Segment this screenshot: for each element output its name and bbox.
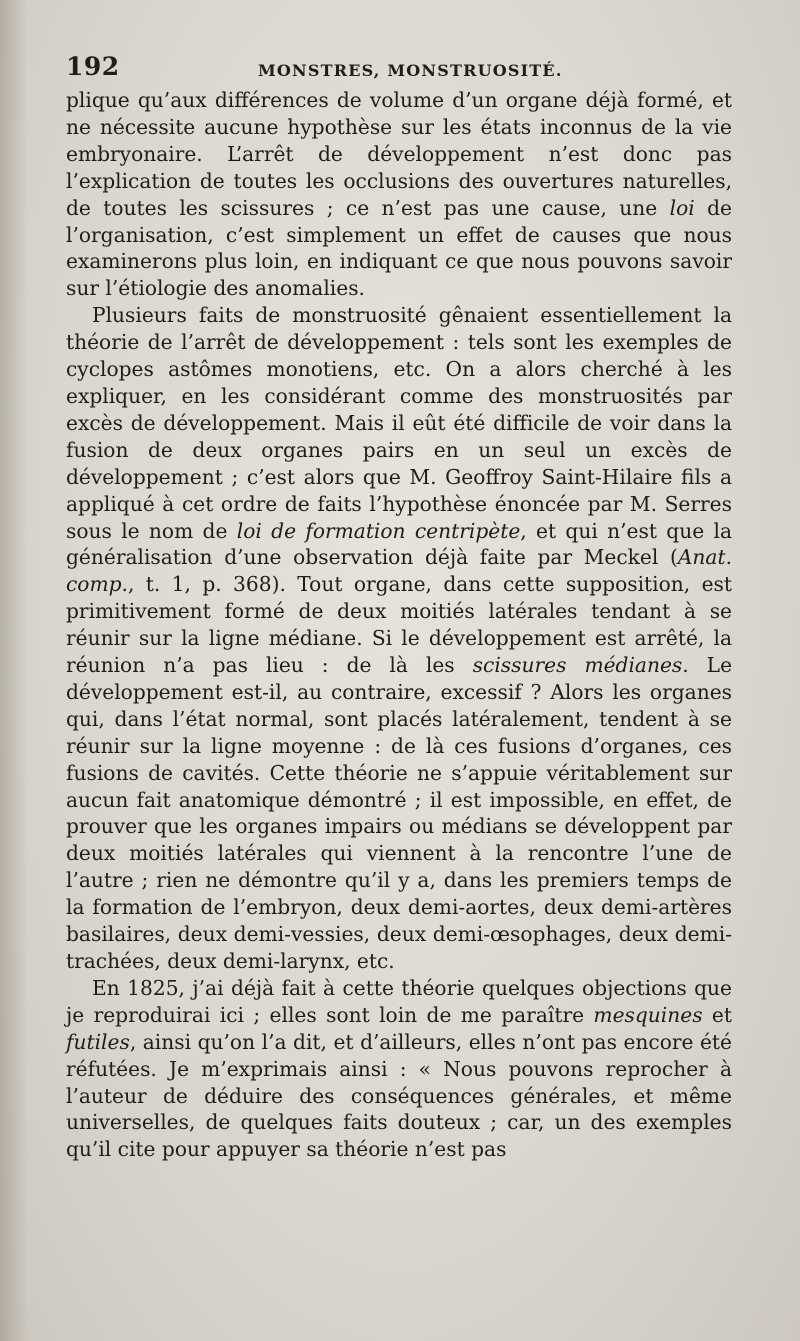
italic-text: futiles <box>66 1029 130 1054</box>
body-text: , et qui n’est que la généralisation d’une observation déjà faite par Meckel ( <box>66 518 732 570</box>
body-text: Plusieurs faits de monstruosité gênaient essentiellement la théorie de l’arrêt de développement : tels sont les exemples de cyclopes astômes monotiens, etc. On a alors cherché à les expliquer, en les considérant comme des monstruosités par excès de développement. Mais il eût été difficile de voir dans la fusion de deux organes pairs en un seul un excès de développement ; c’est alors que M. Geoffroy Saint-Hilaire fils a appliqué à cet ordre de faits l’hypothèse énoncée par M. Serres sous le nom de <box>66 303 732 543</box>
running-head: MONSTRES, MONSTRUOSITÉ. <box>258 61 563 80</box>
body-text: de l’organisation, c’est simplement un effet de causes que nous examinerons plus loin, en indiquant ce que nous pouvons savoir sur l’étiologie des anomalies. <box>66 195 732 301</box>
page-number: 192 <box>66 52 120 81</box>
italic-text: mesquines <box>593 1002 703 1027</box>
body-text: , t. 1, p. 368). Tout organe, dans cette supposition, est primitivement formé de deux moitiés latérales tendant à se réunir sur la ligne médiane. Si le développement est arrêté, la réunion n’a pas lieu : de là les <box>66 572 732 678</box>
body-text: et <box>702 1002 732 1027</box>
body-text: . Le développement est-il, au contraire, excessif ? Alors les organes qui, dans l’état normal, sont placés latéralement, tendent à se réunir sur la ligne moyenne : de là ces fusions d’organes, ces fusions de cavités. Cette théorie ne s’appuie véritablement sur aucun fait anatomique démontré ; il est impossible, en effet, de prouver que les organes impairs ou médians se développent par deux moitiés latérales qui viennent à la rencontre l’une de l’autre ; rien ne démontre qu’il y a, dans les premiers temps de la formation de l’embryon, deux demi-aortes, deux demi-artères basilaires, deux demi-vessies, deux demi-œsophages, deux demi-trachées, deux demi-larynx, etc. <box>66 653 733 973</box>
paragraph <box>66 302 732 975</box>
paragraph <box>66 87 732 302</box>
paragraph <box>66 975 732 1163</box>
text-body <box>66 87 732 1163</box>
italic-text: loi <box>669 195 695 220</box>
italic-text: loi de formation centripète <box>236 518 521 543</box>
italic-text: Anat. comp. <box>66 545 732 597</box>
page-header <box>66 52 732 84</box>
gutter-shadow <box>0 0 28 1341</box>
body-text: En 1825, j’ai déjà fait à cette théorie quelques objections que je reproduirai ici ; elles sont loin de me paraître <box>66 975 732 1027</box>
body-text: plique qu’aux différences de volume d’un organe déjà formé, et ne nécessite aucune hypothèse sur les états inconnus de la vie embryonaire. L’arrêt de développement n’est donc pas l’explication de toutes les occlusions des ouvertures naturelles, de toutes les scissures ; ce n’est pas une cause, une <box>66 88 732 220</box>
body-text: , ainsi qu’on l’a dit, et d’ailleurs, elles n’ont pas encore été réfutées. Je m’exprimais ainsi : « Nous pouvons reprocher à l’auteur de déduire des conséquences générales, et même universelles, de quelques faits douteux ; car, un des exemples qu’il cite pour appuyer sa théorie n’est pas <box>66 1029 732 1162</box>
italic-text: scissures médianes <box>472 653 683 678</box>
